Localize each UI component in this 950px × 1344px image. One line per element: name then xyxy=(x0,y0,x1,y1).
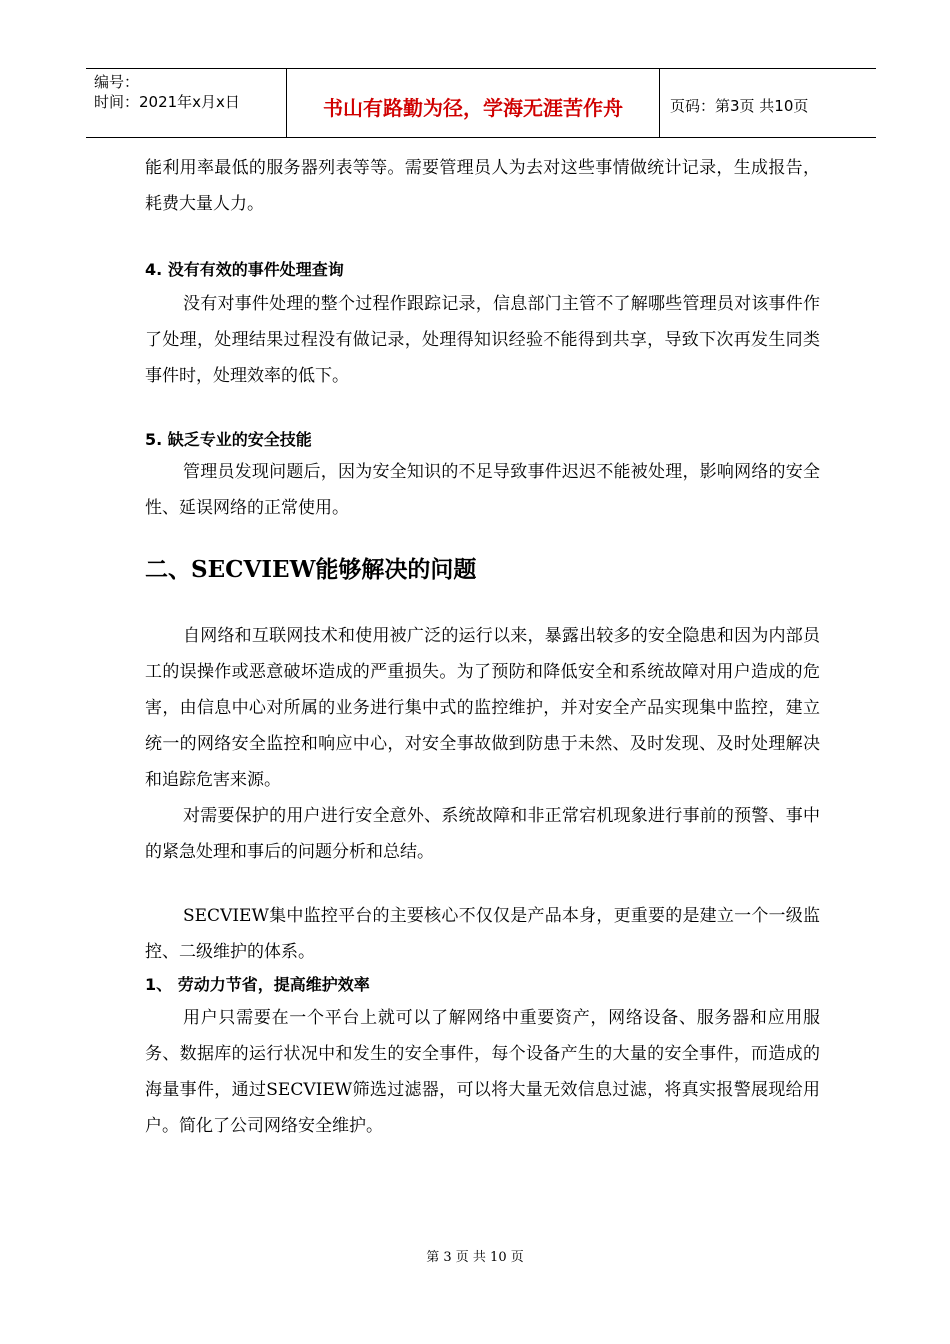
header-motto: 书山有路勤为径，学海无涯苦作舟 xyxy=(287,69,660,137)
section-title: 二、SECVIEW能够解决的问题 xyxy=(145,556,477,583)
paragraph-warning: 对需要保护的用户进行安全意外、系统故障和非正常宕机现象进行事前的预警、事中的紧急处理和事后的问题分析和总结。 xyxy=(145,806,820,862)
paragraph-item-4: 没有对事件处理的整个过程作跟踪记录，信息部门主管不了解哪些管理员对该事件作了处理，处理结果过程没有做记录，处理得知识经验不能得到共享，导致下次再发生同类事件时，处理效率的低下。 xyxy=(145,294,820,386)
paragraph-intro: 自网络和互联网技术和使用被广泛的运行以来，暴露出较多的安全隐患和因为内部员工的误操作或恶意破坏造成的严重损失。为了预防和降低安全和系统故障对用户造成的危害，由信息中心对所属的业务进行集中式的监控维护，并对安全产品实现集中监控，建立统一的网络安全监控和响应中心，对安全事故做到防患于未然、及时发现、及时处理解决和追踪危害来源。 xyxy=(145,626,820,790)
heading-sub-1: 1、 劳动力节省，提高维护效率 xyxy=(145,975,370,994)
page-header xyxy=(86,68,876,138)
paragraph-secview: SECVIEW集中监控平台的主要核心不仅仅是产品本身，更重要的是建立一个一级监控、二级维护的体系。 xyxy=(145,906,820,962)
paragraph-continued: 能利用率最低的服务器列表等等。需要管理员人为去对这些事情做统计记录，生成报告，耗费大量人力。 xyxy=(145,158,820,214)
header-number: 编号： xyxy=(94,73,140,91)
heading-item-4: 4. 没有有效的事件处理查询 xyxy=(145,260,344,279)
paragraph-item-5: 管理员发现问题后，因为安全知识的不足导致事件迟迟不能被处理，影响网络的安全性、延误网络的正常使用。 xyxy=(145,462,820,518)
page-footer: 第 3 页 共 10 页 xyxy=(426,1250,524,1265)
document-body xyxy=(145,150,820,1144)
heading-item-5: 5. 缺乏专业的安全技能 xyxy=(145,430,312,449)
paragraph-sub-1: 用户只需要在一个平台上就可以了解网络中重要资产，网络设备、服务器和应用服务、数据库的运行状况中和发生的安全事件，每个设备产生的大量的安全事件，而造成的海量事件，通过SECVIEW筛选过滤器，可以将大量无效信息过滤，将真实报警展现给用户。简化了公司网络安全维护。 xyxy=(145,1008,820,1136)
header-page-number: 页码：第3页 共10页 xyxy=(670,96,809,115)
header-time: 时间：2021年x月x日 xyxy=(94,93,240,111)
header-meta xyxy=(86,69,287,137)
